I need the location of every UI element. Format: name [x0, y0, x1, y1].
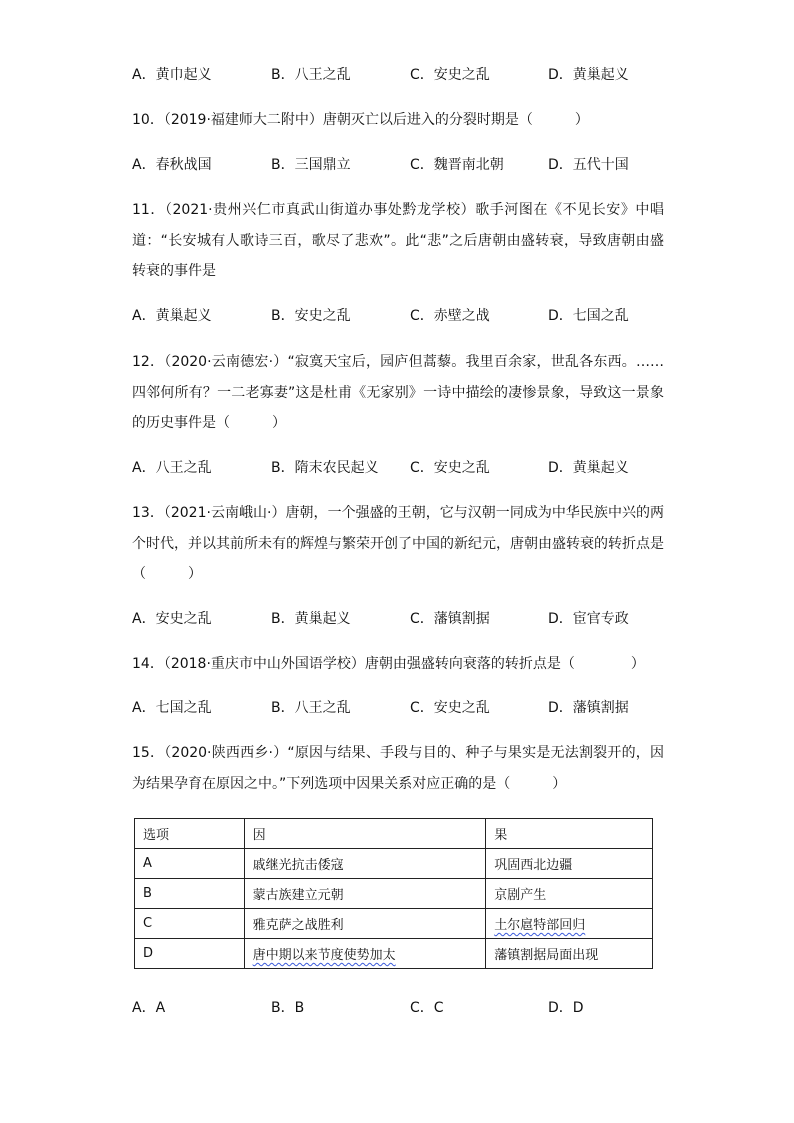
table-cell: C	[135, 909, 245, 939]
q10-option-b[interactable]: B．三国鼎立	[271, 157, 351, 173]
q9-option-d[interactable]: D．黄巢起义	[548, 67, 629, 83]
table-cell: 巩固西北边疆	[486, 849, 653, 879]
q10-option-c[interactable]: C．魏晋南北朝	[410, 157, 504, 173]
q15-option-a[interactable]: A．A	[132, 1000, 166, 1016]
q11-option-c[interactable]: C．赤壁之战	[410, 308, 490, 324]
q14-text: 14．（2018·重庆市中山外国语学校）唐朝由强盛转向衰落的转折点是（ ）	[132, 656, 645, 672]
table-cell	[244, 939, 486, 969]
q11-option-a[interactable]: A．黄巢起义	[132, 308, 212, 324]
q15-option-c[interactable]: C．C	[410, 1000, 444, 1016]
q11-option-d[interactable]: D．七国之乱	[548, 308, 629, 324]
q12-option-b[interactable]: B．隋末农民起义	[271, 460, 379, 476]
q14-option-b[interactable]: B．八王之乱	[271, 700, 351, 716]
q9-option-b[interactable]: B．八王之乱	[271, 67, 351, 83]
q9-options	[132, 65, 692, 85]
table-cell	[486, 909, 653, 939]
table-header-cell: 因	[244, 819, 486, 849]
q11-option-b[interactable]: B．安史之乱	[271, 308, 351, 324]
q14-options	[132, 698, 692, 718]
q12-text: 12．（2020·云南德宏·）“寂寞天宝后，园庐但蒿藜。我里百余家，世乱各东西。……四邻何所有？一二老寡妻”这是杜甫《无家别》一诗中描绘的凄惨景象，导致这一景象的历史事件是（ ）	[132, 354, 664, 431]
q15-option-b[interactable]: B．B	[271, 1000, 305, 1016]
q11-options	[132, 306, 692, 326]
table-row	[135, 879, 653, 909]
q15-cause-effect-table	[134, 818, 653, 969]
table-cell: 戚继光抗击倭寇	[244, 849, 486, 879]
q14-option-d[interactable]: D．藩镇割据	[548, 700, 629, 716]
table-row	[135, 909, 653, 939]
q9-option-c[interactable]: C．安史之乱	[410, 67, 490, 83]
q14-option-c[interactable]: C．安史之乱	[410, 700, 490, 716]
table-row	[135, 849, 653, 879]
q10-options	[132, 155, 692, 175]
q12-option-a[interactable]: A．八王之乱	[132, 460, 212, 476]
q15-option-d[interactable]: D．D	[548, 1000, 584, 1016]
table-header-cell: 选项	[135, 819, 245, 849]
q10-text: 10．（2019·福建师大二附中）唐朝灭亡以后进入的分裂时期是（ ）	[132, 112, 589, 128]
q12-option-d[interactable]: D．黄巢起义	[548, 460, 629, 476]
q12-options	[132, 458, 692, 478]
spellcheck-underlined-text: 土尔扈特部回归	[494, 918, 586, 933]
q13-option-c[interactable]: C．藩镇割据	[410, 611, 490, 627]
q10-option-a[interactable]: A．春秋战国	[132, 157, 212, 173]
table-cell: D	[135, 939, 245, 969]
q14-option-a[interactable]: A．七国之乱	[132, 700, 212, 716]
table-cell: B	[135, 879, 245, 909]
table-cell: 雅克萨之战胜利	[244, 909, 486, 939]
q13-option-d[interactable]: D．宦官专政	[548, 611, 629, 627]
spellcheck-underlined-text: 唐中期以来节度使势加太	[252, 948, 396, 963]
table-cell: 藩镇割据局面出现	[486, 939, 653, 969]
q13-text: 13．（2021·云南峨山·）唐朝，一个强盛的王朝，它与汉朝一同成为中华民族中兴的两个时代，并以其前所未有的辉煌与繁荣开创了中国的新纪元，唐朝由盛转衰的转折点是（ ）	[132, 505, 664, 582]
q15-options	[132, 998, 692, 1018]
q9-option-a[interactable]: A．黄巾起义	[132, 67, 212, 83]
q12-option-c[interactable]: C．安史之乱	[410, 460, 490, 476]
q11-text: 11．（2021·贵州兴仁市真武山街道办事处黔龙学校）歌手河图在《不见长安》中唱道：“长安城有人歌诗三百，歌尽了悲欢”。此“悲”之后唐朝由盛转衰，导致唐朝由盛转衰的事件是	[132, 202, 664, 279]
table-row	[135, 939, 653, 969]
q15-text: 15．（2020·陕西西乡·）“原因与结果、手段与目的、种子与果实是无法割裂开的，因为结果孕育在原因之中。”下列选项中因果关系对应正确的是（ ）	[132, 745, 664, 792]
q13-option-a[interactable]: A．安史之乱	[132, 611, 212, 627]
q13-options	[132, 609, 692, 629]
table-cell: A	[135, 849, 245, 879]
q10-option-d[interactable]: D．五代十国	[548, 157, 629, 173]
q13-option-b[interactable]: B．黄巢起义	[271, 611, 351, 627]
table-header-row	[135, 819, 653, 849]
table-cell: 京剧产生	[486, 879, 653, 909]
table-header-cell: 果	[486, 819, 653, 849]
table-cell: 蒙古族建立元朝	[244, 879, 486, 909]
